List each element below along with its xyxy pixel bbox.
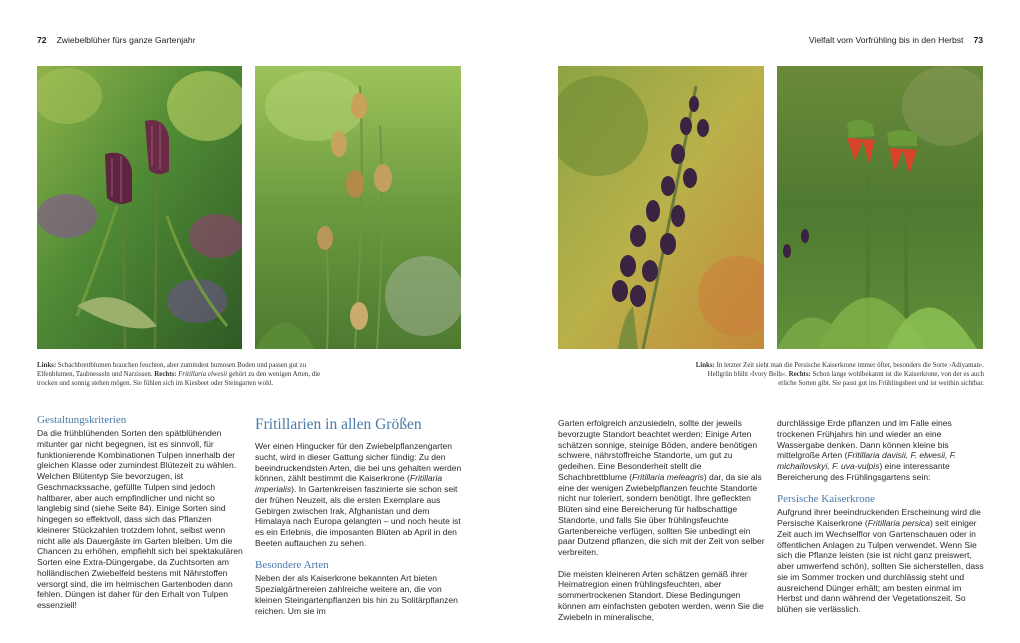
caption-left-text-1: Schachbrettblumen brauchen feuchten, aber zumindest humosen Boden und passen gut zu Elfenblumen, Taubnesseln und Narzissen. bbox=[37, 362, 307, 379]
paragraph-persian-crown: Aufgrund ihrer beeindruckenden Erscheinung wird die Persische Kaiserkrone (Fritillaria persica) seit einiger Zeit auch im Wechselflor von Gartenschauen oder in öffentlichen Anlagen zu Tulpen verwendet. Wenn Sie sich die Pflanze leisten (sie ist nicht ganz preiswert, aber umwerfend schön), sollten Sie sicherstellen, dass sie im Sommer trocken und durchlässig steht und ausreichend Dünger erhält; am besten einmal im Herbst und dann während der Vegetationszeit. So blühen sie verlässlich. bbox=[777, 507, 984, 614]
text-column-3 bbox=[558, 418, 766, 633]
right-photo-caption bbox=[688, 361, 984, 389]
photo-checkered-lily bbox=[37, 66, 242, 349]
caption-right-label-1: Links: bbox=[695, 362, 715, 369]
left-page-number: 72 bbox=[37, 35, 47, 45]
photo-fritillaria-elwesii bbox=[255, 66, 461, 349]
right-running-title: Vielfalt vom Vorfrühling bis in den Herbst bbox=[808, 35, 964, 45]
heading-fritillaries: Fritillarien in allen Größen bbox=[255, 416, 422, 433]
caption-left-text-2: gehört zu den wenigen Arten, die trocken und sonnig stehen mögen. Sie fühlen sich im Kiesbeet oder Steingarten wohl. bbox=[37, 371, 321, 388]
left-page-header bbox=[37, 35, 196, 45]
caption-left-label-1: Links: bbox=[37, 362, 57, 369]
heading-design-criteria: Gestaltungskriterien bbox=[37, 414, 127, 426]
heading-persian-crown: Persische Kaiserkrone bbox=[777, 493, 876, 506]
paragraph-small-species: Die meisten kleineren Arten schätzen gemäß ihrer Heimatregion einen frühlingsfeuchten, aber sommertrockenen Standort. Diese Bedingungen können am einfachsten geboten werden, wenn Sie die Zwiebeln in mineralische, bbox=[558, 568, 764, 622]
caption-right-text-2: Schon lange wohlbekannt ist die Kaiserkrone, von der es auch etliche Sorten gibt. Sie passt gut ins Frühlingsbeet und ist weithin sichtbar. bbox=[778, 371, 984, 388]
paragraph-tulip-combinations: Da die frühblühenden Sorten den spätblühenden mitunter gar nicht begegnen, ist es sinnvoll, für funktionierende Kombinationen Tulpen innerhalb der gleichen Klasse oder zumindest Blütezeit zu wählen. Welchen Blütentyp Sie bevorzugen, ist Geschmackssache, gefüllte Tulpen sind jedoch haltbarer, aber auch empfindlicher und nicht so langlebig sind (siehe Seite 84). Einige Sorten sind hingegen so effektvoll, dass sich das Pflanzen kleinerer Stückzahlen trotzdem lohnt, selbst wenn nicht alle als Dauergäste im Garten bleiben. Um die Chancen zu erhöhen, empfiehlt sich bei spektakulären Sorten eine Extra-Düngergabe, da Zuchtsorten am holländischen Zwiebelfeld bestens mit Nährstoffen versorgt sind, die im heimischen Gartenboden dann fehlen. Düngen ist daher für den Erhalt von Tulpen essenziell! bbox=[37, 428, 243, 610]
left-running-title: Zwiebelblüher fürs ganze Gartenjahr bbox=[56, 35, 196, 45]
photo-crown-imperial bbox=[777, 66, 983, 349]
paragraph-location-needs: Garten erfolgreich anzusiedeln, sollte der jeweils bevorzugte Standort beachtet werden: Einige Arten schätzen sonnige, steinige Böden, andere benötigen schwere, nährstoffreiche Standorte, um gut zu gedeihen. Eine Besonderheit stellt die Schachbrettblume (Fritillaria meleagris) dar, da sie als eine der wenigen Zwiebelpflanzen feuchte Standorte nicht nur toleriert, sondern benötigt. Ihre gefleckten Blüten sind eine Bereicherung für halbschattige Standorte, und falls Sie über frühlingsfeuchte Gartenbereiche verfügen, sollten Sie unbedingt ein paar Dutzend pflanzen, die sich mit der Zeit von selber verbreiten. bbox=[558, 418, 765, 557]
right-page-number: 73 bbox=[973, 35, 983, 45]
left-photo-caption bbox=[37, 361, 327, 389]
photo-persian-fritillary bbox=[558, 66, 764, 349]
paragraph-special-species: Neben der als Kaiserkrone bekannten Art bieten Spezialgärtnereien zahlreiche weitere an, die von kleinen Steingartenpflanzen bis hin zu Solitärpflanzen reichen. Um sie im bbox=[255, 573, 458, 616]
text-column-2 bbox=[255, 416, 463, 627]
caption-left-species: Fritillaria elwesii bbox=[178, 371, 228, 379]
caption-left-label-2: Rechts: bbox=[154, 371, 177, 379]
caption-right-label-2: Rechts: bbox=[788, 371, 811, 379]
paragraph-small-species-list: durchlässige Erde pflanzen und im Falle eines trockenen Frühjahrs hin und wieder an eine Wassergabe denken. Dann können kleine bis mittelgroße Arten (Fritillaria davisii, F. elwesii, F. michailovskyi, F. uva-vulpis) eine interessante Bereicherung des Frühlingsgartens sein: bbox=[777, 418, 957, 482]
caption-right-text-1: In letzter Zeit sieht man die Persische Kaiserkrone immer öfter, besonders die Sorte ›Adiyaman‹. Hellgrün blüht ›Ivory Bells‹. bbox=[707, 362, 984, 379]
text-column-1 bbox=[37, 414, 245, 622]
right-page-header bbox=[809, 35, 983, 45]
paragraph-crown-imperial-intro: Wer einen Hingucker für den Zwiebelpflanzengarten sucht, wird in dieser Gattung sicher fündig: Zu den beeindruckendsten Arten, die bei uns gehalten werden können, zählt bestimmt die Kaiserkrone (Fritillaria imperialis). In Gartenkreisen faszinierte sie schon seit der frühen Neuzeit, als die ersten Exemplare aus Gebirgen zwischen Irak, Afghanistan und dem Himalaya nach Europa gelangten – und noch heute ist es ein Erlebnis, die imposanten Blüten ab April in den Beeten auftauchen zu sehen. bbox=[255, 441, 462, 548]
heading-special-species: Besondere Arten bbox=[255, 559, 329, 572]
text-column-4 bbox=[777, 418, 985, 626]
